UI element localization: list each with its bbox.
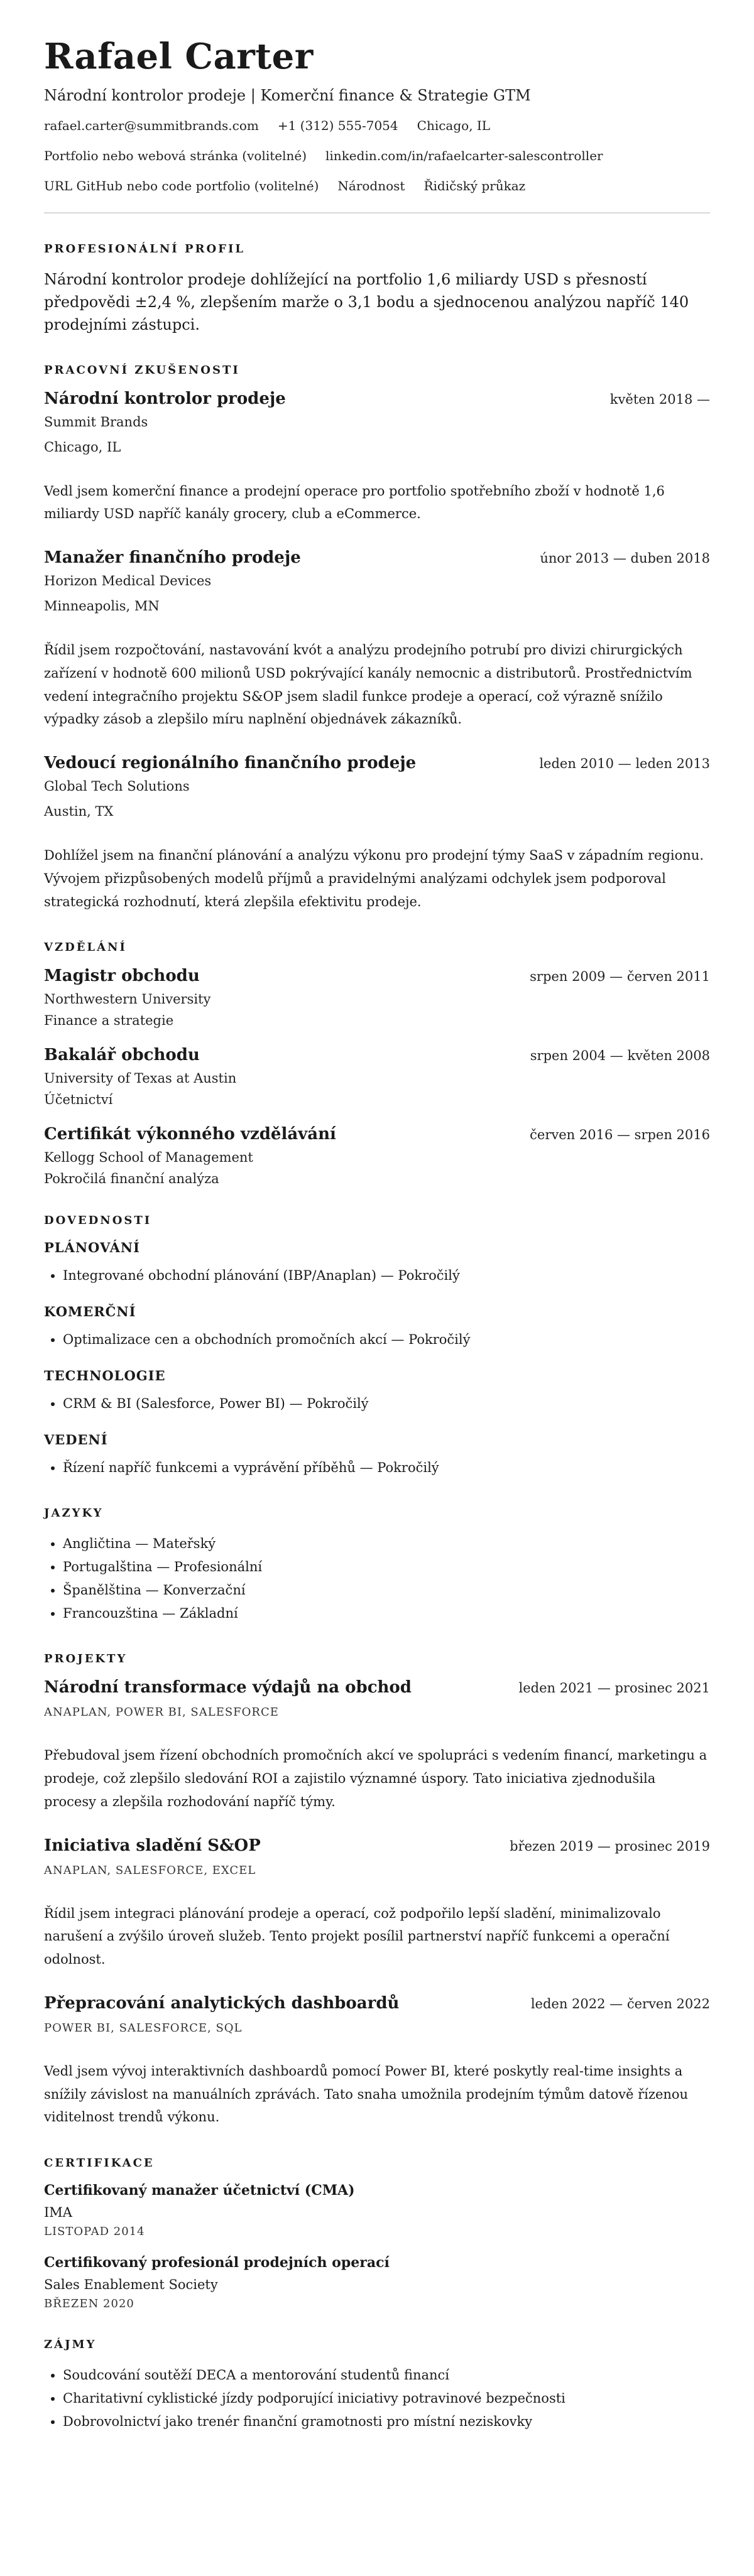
certification-name: Certifikovaný profesionál prodejních operací (44, 2254, 390, 2271)
contact-phone[interactable]: +1 (312) 555-7054 (277, 117, 398, 133)
languages-section (44, 1507, 710, 1625)
section-title: CERTIFIKACE (44, 2157, 155, 2170)
skill-item: • CRM & BI (Salesforce, Power BI) — Pokročilý (63, 1392, 710, 1415)
experience-section (44, 364, 710, 914)
profile-summary: Národní kontrolor prodeje dohlížející na portfolio 1,6 miliardy USD s přesností předpovědi ±2,4 %, zlepšením marže o 3,1 bodu a sjednocenou analýzou napříč 140 prodejními zástupci. (44, 270, 689, 333)
project-name: Iniciativa sladění S&OP (44, 1836, 261, 1855)
candidate-name: Rafael Carter (44, 36, 314, 77)
job-location: Chicago, IL (44, 439, 121, 455)
skill-group (44, 1304, 710, 1351)
project-dates: leden 2021 — prosinec 2021 (518, 1680, 710, 1696)
candidate-headline: Národní kontrolor prodeje | Komerční finance & Strategie GTM (44, 86, 531, 104)
job-description: Řídil jsem rozpočtování, nastavování kvót a analýzu prodejního potrubí pro divizi chirurgických zařízení v hodnotě 600 milionů USD pokrývající kanály nemocnic a distributorů. Prostřednictvím vedení integračního projektu S&OP jsem sladil funkce prodeje a operací, což výrazně snížilo výpadky zásob a zlepšilo míru naplnění objednávek zákazníků. (44, 642, 692, 727)
certification-issuer: IMA (44, 2205, 72, 2221)
job-company: Summit Brands (44, 414, 148, 430)
degree-dates: červen 2016 — srpen 2016 (530, 1127, 710, 1143)
certification-date: LISTOPAD 2014 (44, 2225, 145, 2239)
job-location: Minneapolis, MN (44, 598, 160, 614)
skill-category: TECHNOLOGIE (44, 1367, 166, 1383)
project-name: Přepracování analytických dashboardů (44, 1993, 400, 2013)
resume-header (44, 38, 710, 193)
skills-section (44, 1214, 710, 1479)
language-item: • Španělština — Konverzační (63, 1579, 710, 1602)
skill-category: VEDENÍ (44, 1431, 108, 1448)
project-description: Řídil jsem integraci plánování prodeje a operací, což podpořilo lepší sladění, minimalizovalo narušení a zvýšilo úroveň služeb. Tento projekt posílil partnerství napříč funkcemi a operační odolnost. (44, 1905, 670, 1967)
field-of-study: Pokročilá finanční analýza (44, 1171, 219, 1187)
job-title: Vedoucí regionálního finančního prodeje (44, 754, 417, 773)
interest-item: • Soudcování soutěží DECA a mentorování studentů financí (63, 2364, 710, 2387)
language-item: • Francouzština — Základní (63, 1602, 710, 1625)
degree-title: Magistr obchodu (44, 966, 200, 986)
skill-item: • Řízení napříč funkcemi a vyprávění příběhů — Pokročilý (63, 1456, 710, 1480)
education-section (44, 941, 710, 1186)
job-title: Manažer finančního prodeje (44, 548, 301, 568)
section-title: VZDĚLÁNÍ (44, 941, 127, 955)
experience-entry (44, 389, 710, 526)
education-entry (44, 966, 710, 1028)
education-entry (44, 1125, 710, 1186)
interests-section (44, 2338, 710, 2433)
job-location: Austin, TX (44, 804, 114, 820)
projects-section (44, 1652, 710, 2129)
contact-row-primary (44, 118, 710, 133)
certifications-section (44, 2157, 710, 2310)
section-title: PRACOVNÍ ZKUŠENOSTI (44, 363, 240, 377)
job-company: Global Tech Solutions (44, 779, 190, 794)
project-name: Národní transformace výdajů na obchod (44, 1678, 412, 1697)
project-tech: ANAPLAN, SALESFORCE, EXCEL (44, 1863, 256, 1877)
project-tech: ANAPLAN, POWER BI, SALESFORCE (44, 1706, 279, 1719)
certification-date: BŘEZEN 2020 (44, 2297, 134, 2311)
skill-item: • Integrované obchodní plánování (IBP/Anaplan) — Pokročilý (63, 1264, 710, 1287)
degree-dates: srpen 2009 — červen 2011 (530, 969, 710, 985)
project-dates: březen 2019 — prosinec 2019 (510, 1838, 710, 1854)
contact-row-links (44, 148, 710, 163)
job-dates: leden 2010 — leden 2013 (539, 756, 710, 772)
education-entry (44, 1046, 710, 1107)
project-entry (44, 1994, 710, 2129)
school-name: University of Texas at Austin (44, 1071, 237, 1086)
interest-item: • Charitativní cyklistické jízdy podporující iniciativy potravinové bezpečnosti (63, 2387, 710, 2410)
skill-category: PLÁNOVÁNÍ (44, 1240, 140, 1256)
contact-row-extra (44, 178, 710, 193)
experience-entry (44, 754, 710, 913)
contact-portfolio[interactable]: Portfolio nebo webová stránka (volitelné) (44, 148, 307, 163)
job-description: Vedl jsem komerční finance a prodejní operace pro portfolio spotřebního zboží v hodnotě 1,6 miliardy USD napříč kanály grocery, club a eCommerce. (44, 483, 665, 522)
project-entry (44, 1678, 710, 1813)
job-company: Horizon Medical Devices (44, 573, 212, 589)
language-item: • Portugalština — Profesionální (63, 1556, 710, 1579)
section-title: PROJEKTY (44, 1652, 128, 1666)
header-divider (44, 212, 710, 214)
project-dates: leden 2022 — červen 2022 (530, 1996, 710, 2011)
skill-item: • Optimalizace cen a obchodních promočních akcí — Pokročilý (63, 1328, 710, 1351)
contact-location: Chicago, IL (417, 117, 491, 133)
job-description: Dohlížel jsem na finanční plánování a analýzu výkonu pro prodejní týmy SaaS v západním regionu. Vývojem přizpůsobených modelů příjmů a pravidelnými analýzami odchylek jsem podporoval strategická rozhodnutí, která zlepšila efektivitu prodeje. (44, 848, 704, 909)
profile-section (44, 242, 710, 336)
degree-title: Bakalář obchodu (44, 1046, 200, 1065)
contact-github[interactable]: URL GitHub nebo code portfolio (volitelné) (44, 178, 319, 193)
degree-dates: srpen 2004 — květen 2008 (530, 1048, 710, 1064)
contact-linkedin[interactable]: linkedin.com/in/rafaelcarter-salescontroller (325, 148, 603, 163)
certification-entry (44, 2254, 710, 2310)
section-title: DOVEDNOSTI (44, 1214, 152, 1228)
experience-entry (44, 548, 710, 731)
project-description: Přebudoval jsem řízení obchodních promočních akcí ve spolupráci s vedením financí, marketingu a prodeje, což zlepšilo sledování ROI a zajistilo významné úspory. Tato iniciativa zjednodušila procesy a zlepšila rozhodování napříč týmy. (44, 1748, 708, 1809)
interest-item: • Dobrovolnictví jako trenér finanční gramotnosti pro místní neziskovky (63, 2410, 710, 2433)
section-title: ZÁJMY (44, 2338, 97, 2352)
project-tech: POWER BI, SALESFORCE, SQL (44, 2021, 243, 2035)
project-entry (44, 1836, 710, 1971)
school-name: Northwestern University (44, 992, 211, 1007)
degree-title: Certifikát výkonného vzdělávání (44, 1125, 336, 1144)
job-title: Národní kontrolor prodeje (44, 389, 286, 408)
contact-license: Řidičský průkaz (423, 178, 526, 193)
contact-nationality: Národnost (337, 178, 405, 193)
skill-group (44, 1368, 710, 1415)
skill-group (44, 1432, 710, 1480)
contact-email[interactable]: rafael.carter@summitbrands.com (44, 117, 259, 133)
language-item: • Angličtina — Mateřský (63, 1532, 710, 1556)
field-of-study: Účetnictví (44, 1092, 113, 1108)
project-description: Vedl jsem vývoj interaktivních dashboardů pomocí Power BI, které poskytly real-time insights a snížily závislost na manuálních zprávách. Tato snaha umožnila prodejním týmům datově řízenou viditelnost trendů výkonu. (44, 2063, 689, 2125)
job-dates: únor 2013 — duben 2018 (540, 551, 710, 566)
certification-name: Certifikovaný manažer účetnictví (CMA) (44, 2182, 355, 2199)
skill-category: KOMERČNÍ (44, 1304, 136, 1320)
job-dates: květen 2018 — (609, 391, 710, 407)
certification-issuer: Sales Enablement Society (44, 2277, 218, 2293)
skill-group (44, 1240, 710, 1287)
school-name: Kellogg School of Management (44, 1150, 253, 1166)
section-title: PROFESIONÁLNÍ PROFIL (44, 242, 246, 256)
field-of-study: Finance a strategie (44, 1013, 174, 1029)
section-title: JAZYKY (44, 1507, 104, 1520)
certification-entry (44, 2182, 710, 2238)
